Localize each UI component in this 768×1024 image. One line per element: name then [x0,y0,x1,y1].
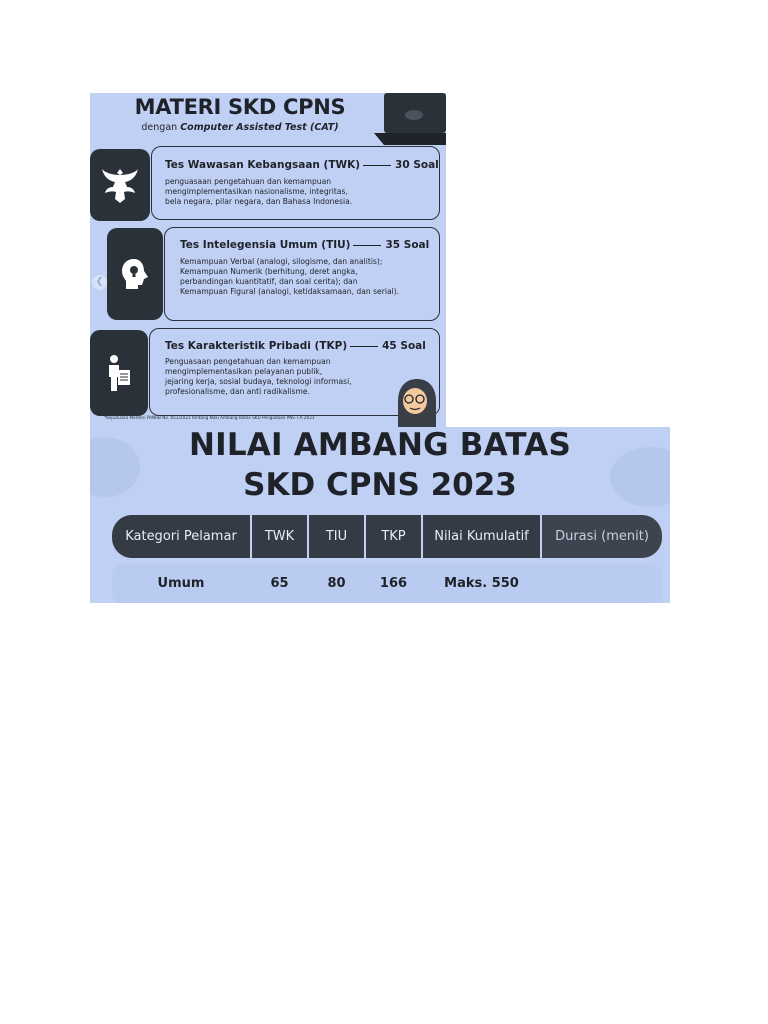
head-lightbulb-icon [120,257,150,291]
tkp-icon-block [90,330,148,416]
header-tiu: TIU [309,515,364,558]
carousel-prev-button[interactable]: ❮ [92,275,107,290]
header-kategori-pelamar: Kategori Pelamar [112,515,250,558]
hijab-woman-avatar [394,377,440,427]
footnote: *Keputusan Menteri PANRB No. 651/2023 tentang Nilai Ambang Batas SKD Pengadaan PNS T.A 2023 [104,415,315,420]
header-durasi: Durasi (menit) [542,515,662,558]
tkp-description: Penguasaan pengetahuan dan kemampuan mengimplementasikan pelayanan publik, jejaring kerja, sosial budaya, teknologi informasi, profesionalisme, dan anti radikalisme. [165,357,352,396]
tkp-heading: Tes Karakteristik Pribadi (TKP) 45 Soal [165,340,426,352]
nilai-title-line2: SKD CPNS 2023 [243,467,517,503]
cell-durasi [542,571,662,595]
header-nilai-kumulatif: Nilai Kumulatif [423,515,540,558]
cell-twk: 65 [270,575,289,591]
person-document-icon [106,353,132,393]
materi-subtitle: dengan Computer Assisted Test (CAT) [141,122,339,133]
header-tkp: TKP [366,515,421,558]
tiu-icon-block [107,228,163,320]
twk-icon-block [90,149,150,221]
cell-tiu: 80 [327,575,346,591]
twk-description: penguasaan pengetahuan dan kemampuan mengimplementasikan nasionalisme, integritas, bela negara, pilar negara, dan Bahasa Indonesia. [165,177,353,206]
tiu-description: Kemampuan Verbal (analogi, silogisme, dan analitis); Kemampuan Numerik (berhitung, deret angka, perbandingan kuantitatif, dan soal cerita); dan Kemampuan Figural (analogi, ketidaksamaan, dan serial). [180,257,400,296]
laptop-icon [374,93,446,145]
twk-heading: Tes Wawasan Kebangsaan (TWK) 30 Soal [165,159,439,171]
tiu-heading: Tes Intelegensia Umum (TIU) 35 Soal [180,239,430,251]
nilai-card [90,427,670,603]
nilai-title-line1: NILAI AMBANG BATAS [188,427,572,463]
cell-nilai-kumulatif: Maks. 550 [444,575,519,591]
header-twk: TWK [252,515,307,558]
cell-tkp: 166 [379,575,408,591]
garuda-icon [101,165,139,205]
materi-title: MATERI SKD CPNS [134,95,346,119]
cell-kategori: Umum [157,575,205,591]
materi-card [90,93,446,427]
